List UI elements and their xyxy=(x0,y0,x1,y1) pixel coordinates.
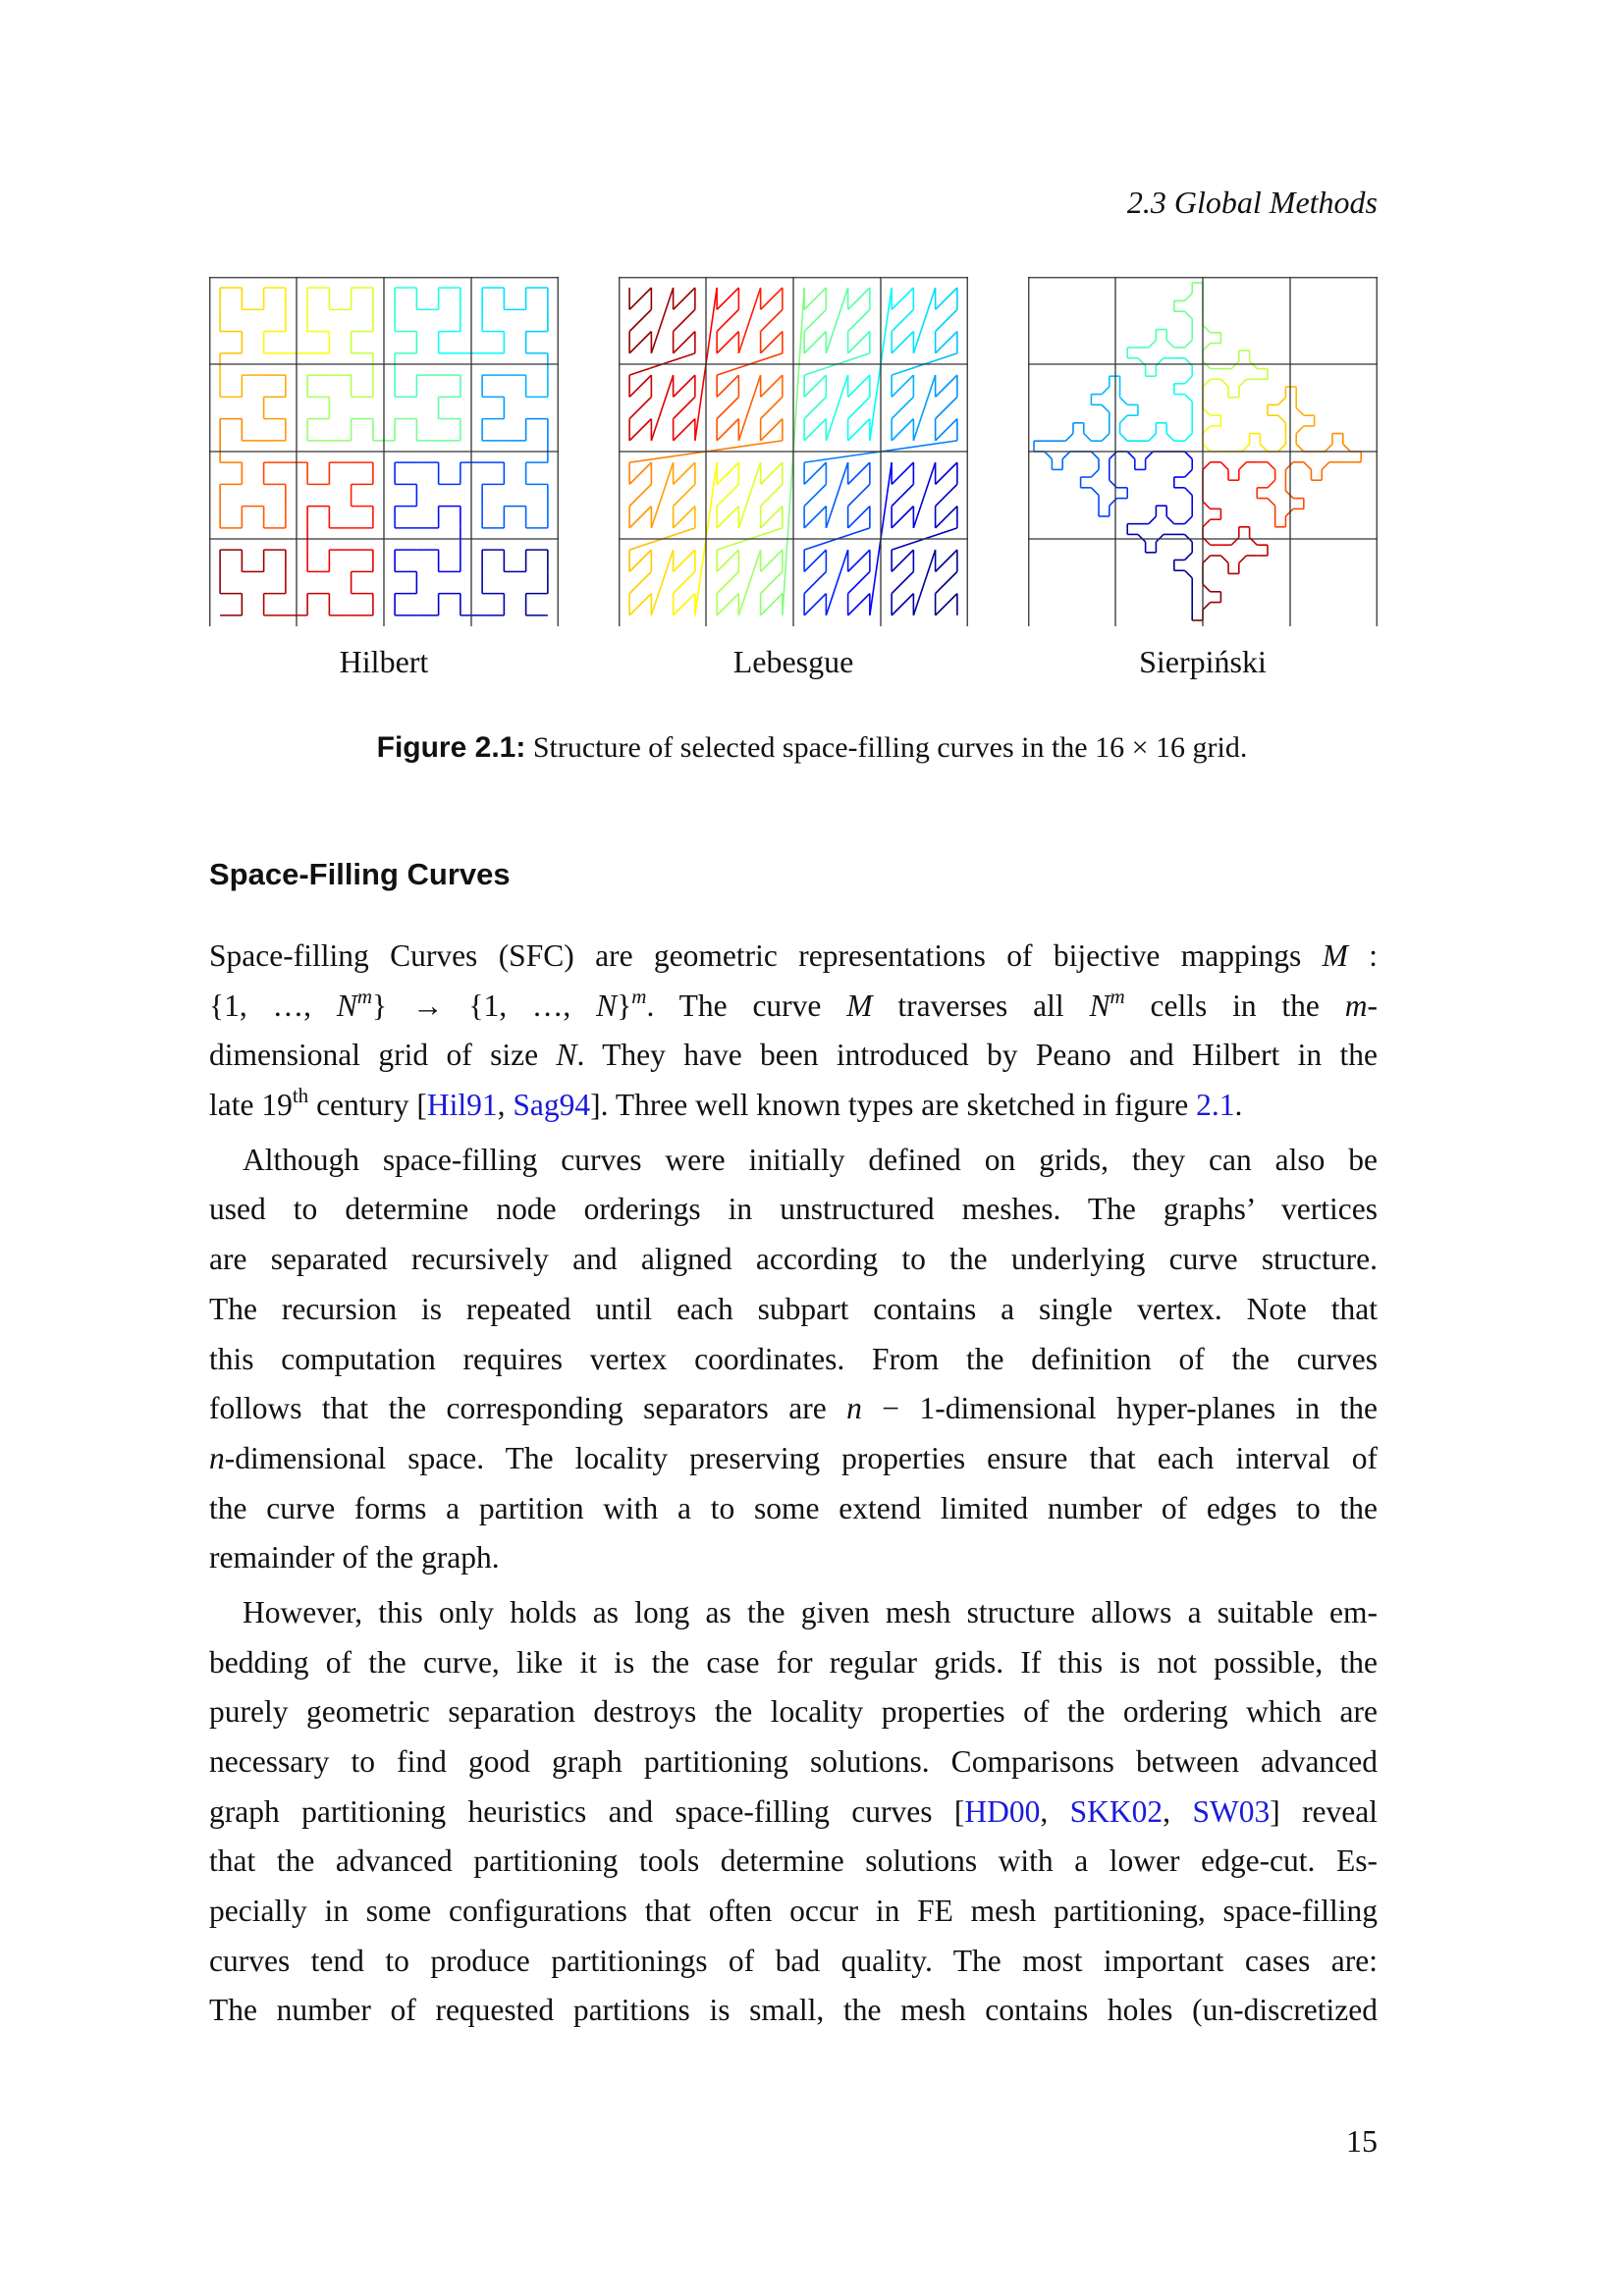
curve-segment xyxy=(848,419,870,441)
curve-segment xyxy=(761,484,783,506)
curve-segment xyxy=(629,375,651,397)
body-text xyxy=(209,932,1378,2041)
curve-segment xyxy=(1166,434,1174,442)
math-symbol: M xyxy=(846,988,873,1023)
curve-segment xyxy=(1127,452,1135,459)
curve-segment xyxy=(629,484,651,506)
curve-segment xyxy=(674,419,695,441)
running-header: 2.3 Global Methods xyxy=(1126,185,1378,220)
curve-segment xyxy=(629,550,651,571)
curve-segment xyxy=(1239,379,1247,387)
text-span: The number of requested partitions is small, the mesh contains holes (un-discretized xyxy=(209,1993,1378,2028)
text-span: purely geometric separation destroys the locality properties of the ordering which are xyxy=(209,1694,1378,1730)
curve-segment xyxy=(848,571,870,593)
curve-segment xyxy=(761,397,783,418)
text-span: pecially in some configurations that often occur in FE mesh partitioning, space-filling xyxy=(209,1894,1378,1929)
text-span: graph partitioning heuristics and space-filling curves [ xyxy=(209,1793,965,1829)
lebesgue-curve-figure xyxy=(619,277,968,626)
curve-segment xyxy=(1285,508,1293,516)
curve-segment xyxy=(629,571,651,593)
text-span: ]. Three well known types are sketched in figure xyxy=(590,1088,1197,1123)
curve-segment xyxy=(1250,361,1258,369)
curve-segment xyxy=(804,397,826,418)
curve-segment xyxy=(761,332,783,353)
text-span: The recursion is repeated until each subpart contains a single vertex. Note that xyxy=(209,1291,1378,1326)
curve-segment xyxy=(892,309,913,331)
text-span: are separated recursively and aligned according to the underlying curve structure. xyxy=(209,1242,1378,1277)
text-span: traverses all xyxy=(872,988,1090,1023)
curve-segment xyxy=(674,571,695,593)
curve-segment xyxy=(1231,361,1239,369)
curve-segment xyxy=(892,571,913,593)
text-span: cells in the xyxy=(1124,988,1345,1023)
curve-segment xyxy=(738,550,760,615)
curve-segment xyxy=(892,397,913,418)
curve-segment xyxy=(804,375,826,397)
curve-segment xyxy=(717,571,738,593)
curve-segment xyxy=(674,375,695,397)
curve-segment xyxy=(738,462,760,528)
curve-segment xyxy=(1185,340,1193,347)
text-line xyxy=(209,1737,1378,1788)
curve-segment xyxy=(717,397,738,418)
curve-segment xyxy=(738,375,760,441)
math-symbol: N xyxy=(596,988,618,1023)
text-span: However, this only holds as long as the given mesh structure allows a suitable em- xyxy=(243,1594,1378,1629)
curve-segment xyxy=(1268,480,1275,488)
curve-segment xyxy=(1166,516,1174,524)
curve-segment xyxy=(1239,462,1247,470)
text-span: : xyxy=(1347,938,1378,973)
curve-segment xyxy=(1296,426,1304,434)
text-span: remainder of the graph. xyxy=(209,1540,500,1575)
curve-segment xyxy=(651,462,673,528)
curve-segment xyxy=(1304,462,1312,470)
curve-segment xyxy=(804,462,826,484)
curve-segment xyxy=(1203,325,1211,333)
curve-segment xyxy=(892,507,913,528)
text-span: curves tend to produce partitionings of bad quality. The most important cases are: xyxy=(209,1943,1378,1978)
curve-segment xyxy=(651,375,673,441)
curve-segment xyxy=(761,594,783,615)
curve-segment xyxy=(1203,444,1211,452)
curve-segment xyxy=(848,550,870,571)
curve-segment xyxy=(1102,387,1110,395)
text-line xyxy=(209,1185,1378,1235)
text-line xyxy=(209,1384,1378,1434)
curve-segment xyxy=(848,594,870,615)
curve-segment xyxy=(717,462,738,484)
curve-segment xyxy=(1285,462,1293,470)
text-span: century [ xyxy=(308,1088,427,1123)
text-line xyxy=(209,1788,1378,1838)
curve-segment xyxy=(892,484,913,506)
text-span: , xyxy=(1163,1793,1193,1829)
curve-segment xyxy=(717,507,738,528)
curve-segment xyxy=(761,571,783,593)
curve-segment xyxy=(1102,434,1110,442)
curve-segment xyxy=(629,419,651,441)
text-line xyxy=(209,932,1378,982)
curve-segment xyxy=(761,507,783,528)
citation-link[interactable]: SKK02 xyxy=(1069,1793,1164,1829)
curve-segment xyxy=(674,462,695,484)
curve-segment xyxy=(1185,376,1193,384)
curve-segment xyxy=(1149,434,1157,442)
curve-segment xyxy=(629,309,651,331)
curve-segment xyxy=(1325,444,1332,452)
curve-segment xyxy=(1278,444,1286,452)
curve-segment xyxy=(674,332,695,353)
hilbert-label: Hilbert xyxy=(339,644,429,679)
curve-segment xyxy=(1185,452,1193,459)
curve-segment xyxy=(1203,408,1211,416)
text-line xyxy=(209,1335,1378,1385)
curve-segment xyxy=(717,332,738,353)
text-span: - xyxy=(1367,988,1379,1023)
curve-segment xyxy=(936,507,957,528)
curve-segment xyxy=(804,288,826,309)
math-symbol: N xyxy=(1089,988,1110,1023)
curve-segment xyxy=(804,419,826,441)
text-line xyxy=(209,1484,1378,1534)
text-line xyxy=(209,1533,1378,1583)
citation-link[interactable]: Hil91 xyxy=(426,1088,498,1123)
text-line xyxy=(209,1588,1378,1638)
text-span: } → {1, …, xyxy=(372,988,597,1023)
text-line xyxy=(209,1638,1378,1688)
curve-segment xyxy=(674,550,695,571)
curve-segment xyxy=(848,484,870,506)
text-line xyxy=(209,982,1378,1032)
citation-link[interactable]: Sag94 xyxy=(513,1088,591,1123)
curve-segment xyxy=(848,288,870,309)
curve-segment xyxy=(674,594,695,615)
text-span: , xyxy=(1040,1793,1070,1829)
curve-segment xyxy=(761,419,783,441)
curve-segment xyxy=(1322,462,1329,470)
citation-link[interactable]: HD00 xyxy=(964,1793,1041,1829)
curve-segment xyxy=(1220,379,1228,387)
curve-segment xyxy=(629,594,651,615)
curve-segment xyxy=(1239,556,1247,563)
curve-segment xyxy=(913,375,935,441)
curve-segment xyxy=(1185,294,1193,301)
curve-segment xyxy=(1146,452,1154,459)
curve-segment xyxy=(936,594,957,615)
hilbert-curve-figure xyxy=(209,277,559,626)
curve-segment xyxy=(826,462,847,528)
sierpinski-curve-plot xyxy=(1028,277,1378,626)
curve-segment xyxy=(717,594,738,615)
curve-segment xyxy=(1062,452,1070,459)
sierpinski-curve-figure xyxy=(1028,277,1378,626)
math-exponent: m xyxy=(631,984,647,1008)
curve-segment xyxy=(674,507,695,528)
curve-segment xyxy=(674,397,695,418)
curve-segment xyxy=(1156,534,1164,542)
curve-segment xyxy=(848,397,870,418)
text-span: Although space-filling curves were initially defined on grids, they can also be xyxy=(243,1142,1378,1177)
text-line xyxy=(209,1887,1378,1937)
text-span: − 1-dimensional hyper-planes in the xyxy=(861,1391,1378,1426)
curve-segment xyxy=(1185,516,1193,524)
math-symbol: N xyxy=(336,988,357,1023)
curve-segment xyxy=(804,507,826,528)
curve-segment xyxy=(1120,415,1128,423)
lebesgue-label: Lebesgue xyxy=(732,644,854,679)
curve-segment xyxy=(629,507,651,528)
lebesgue-curve-plot xyxy=(619,277,968,626)
curve-segment xyxy=(717,375,738,397)
page-number: 15 xyxy=(1346,2123,1378,2159)
curve-segment xyxy=(1185,434,1193,442)
curve-segment xyxy=(1185,553,1193,561)
curve-segment xyxy=(1091,469,1099,477)
math-symbol: M xyxy=(1322,938,1348,973)
curve-segment xyxy=(826,288,847,353)
citation-link[interactable]: SW03 xyxy=(1192,1793,1271,1829)
math-exponent: m xyxy=(1110,984,1125,1008)
citation-link[interactable]: 2.1 xyxy=(1196,1088,1235,1123)
text-span: {1, …, xyxy=(209,988,337,1023)
curve-segment xyxy=(1185,311,1193,319)
curve-segment xyxy=(1296,408,1304,416)
hilbert-curve-plot xyxy=(209,277,559,626)
section-heading: Space-Filling Curves xyxy=(209,857,511,891)
text-span: ] reveal xyxy=(1270,1793,1379,1829)
sierpinski-label: Sierpiński xyxy=(1139,644,1267,679)
curve-segment xyxy=(761,550,783,571)
curve-segment xyxy=(717,419,738,441)
curve-segment xyxy=(936,571,957,593)
paragraph xyxy=(209,1136,1378,1583)
text-span: that the advanced partitioning tools determine solutions with a lower edge-cut. Es- xyxy=(209,1843,1378,1879)
curve-segment xyxy=(674,484,695,506)
curve-segment xyxy=(1268,499,1275,507)
curve-segment xyxy=(1203,426,1211,434)
curve-segment xyxy=(1203,361,1211,369)
curve-segment xyxy=(804,550,826,571)
curve-segment xyxy=(1091,488,1099,496)
curve-segment xyxy=(1203,584,1211,592)
text-line xyxy=(209,1837,1378,1887)
curve-segment xyxy=(848,462,870,484)
text-line xyxy=(209,1081,1378,1131)
curve-segment xyxy=(1268,462,1275,470)
math-symbol: n xyxy=(846,1391,862,1426)
curve-segment xyxy=(936,462,957,484)
text-span: . xyxy=(1234,1088,1243,1123)
curve-segment xyxy=(913,550,935,615)
curve-segment xyxy=(1120,434,1128,442)
curve-segment xyxy=(804,571,826,593)
curve-segment xyxy=(913,288,935,353)
text-line xyxy=(209,1031,1378,1081)
curve-segment xyxy=(1260,444,1268,452)
text-line xyxy=(209,1235,1378,1285)
curve-segment xyxy=(936,397,957,418)
text-span: . The curve xyxy=(646,988,847,1023)
curve-segment xyxy=(1203,603,1211,611)
curve-segment xyxy=(1203,502,1211,509)
curve-segment xyxy=(1203,519,1211,527)
curve-segment xyxy=(936,309,957,331)
curve-segment xyxy=(1138,534,1146,542)
curve-segment xyxy=(804,594,826,615)
curve-segment xyxy=(848,309,870,331)
text-span: necessary to find good graph partitioning solutions. Comparisons between advanced xyxy=(209,1744,1378,1779)
curve-segment xyxy=(892,332,913,353)
curve-segment xyxy=(892,594,913,615)
curve-segment xyxy=(761,462,783,484)
caption-label: Figure 2.1: xyxy=(376,731,526,764)
curve-segment xyxy=(1045,452,1053,459)
curve-segment xyxy=(1242,444,1250,452)
curve-segment xyxy=(1220,462,1228,470)
curve-segment xyxy=(892,375,913,397)
caption-text: Structure of selected space-filling curves in the 16 × 16 grid. xyxy=(525,731,1248,764)
math-exponent: m xyxy=(356,984,373,1008)
curve-segment xyxy=(1203,379,1211,387)
paragraph xyxy=(209,1588,1378,2036)
text-span: bedding of the curve, like it is the case for regular grids. If this is not possible, the xyxy=(209,1644,1378,1680)
curve-segment xyxy=(936,484,957,506)
superscript: th xyxy=(292,1084,309,1108)
text-span: , xyxy=(497,1088,514,1123)
curve-segment xyxy=(629,462,651,484)
text-line xyxy=(209,1136,1378,1186)
curve-segment xyxy=(1185,469,1193,477)
text-line xyxy=(209,1434,1378,1484)
text-span: the curve forms a partition with a to some extend limited number of edges to the xyxy=(209,1490,1378,1525)
curve-segment xyxy=(651,550,673,615)
curve-segment xyxy=(1149,340,1157,347)
curve-segment xyxy=(1343,444,1351,452)
math-symbol: m xyxy=(1344,988,1368,1023)
curve-segment xyxy=(1185,395,1193,402)
curve-segment xyxy=(1149,516,1157,524)
curve-segment xyxy=(804,484,826,506)
curve-segment xyxy=(717,309,738,331)
curve-segment xyxy=(892,419,913,441)
curve-segment xyxy=(629,332,651,353)
curve-segment xyxy=(761,375,783,397)
curve-segment xyxy=(936,288,957,309)
text-span: Space-filling Curves (SFC) are geometric representations of bijective mappings xyxy=(209,938,1323,973)
text-line xyxy=(209,1285,1378,1335)
curve-segment xyxy=(629,288,651,309)
figure-caption xyxy=(0,731,1624,765)
curve-segment xyxy=(1278,415,1286,423)
curve-segment xyxy=(1285,491,1293,499)
curve-segment xyxy=(826,550,847,615)
curve-segment xyxy=(1065,434,1073,442)
curve-segment xyxy=(1203,556,1211,563)
math-symbol: N xyxy=(556,1038,577,1073)
curve-segment xyxy=(1203,344,1211,351)
curve-segment xyxy=(892,462,913,484)
text-line xyxy=(209,1687,1378,1737)
curve-segment xyxy=(1091,452,1099,459)
curve-segment xyxy=(717,484,738,506)
curve-segment xyxy=(936,550,957,571)
curve-segment xyxy=(1185,570,1193,578)
text-span: late 19 xyxy=(209,1088,293,1123)
text-span: } xyxy=(617,988,632,1023)
curve-segment xyxy=(1220,556,1228,563)
curve-segment xyxy=(1120,398,1128,405)
curve-segment xyxy=(848,332,870,353)
curve-segment xyxy=(674,309,695,331)
curve-segment xyxy=(804,309,826,331)
text-span: used to determine node orderings in unstructured meshes. The graphs’ vertices xyxy=(209,1192,1378,1227)
curve-segment xyxy=(1084,434,1092,442)
curve-segment xyxy=(826,375,847,441)
curve-segment xyxy=(674,288,695,309)
curve-segment xyxy=(629,397,651,418)
curve-segment xyxy=(717,550,738,571)
curve-segment xyxy=(1278,398,1286,405)
curve-segment xyxy=(1203,462,1211,470)
curve-segment xyxy=(892,288,913,309)
curve-segment xyxy=(848,507,870,528)
text-line xyxy=(209,1937,1378,1987)
curve-segment xyxy=(1296,444,1304,452)
curve-segment xyxy=(936,419,957,441)
curve-segment xyxy=(717,288,738,309)
text-line xyxy=(209,1986,1378,2036)
curve-segment xyxy=(913,462,935,528)
curve-segment xyxy=(1185,488,1193,496)
curve-segment xyxy=(1185,534,1193,542)
paragraph xyxy=(209,932,1378,1131)
curve-segment xyxy=(892,550,913,571)
curve-segment xyxy=(804,332,826,353)
curve-segment xyxy=(761,309,783,331)
math-symbol: n xyxy=(209,1440,225,1475)
text-span: dimensional grid of size xyxy=(209,1038,557,1073)
curve-segment xyxy=(936,332,957,353)
text-span: . They have been introduced by Peano and Hilbert in the xyxy=(576,1038,1378,1073)
curve-segment xyxy=(848,375,870,397)
curve-segment xyxy=(651,288,673,353)
text-span: this computation requires vertex coordinates. From the definition of the curves xyxy=(209,1341,1378,1376)
curve-segment xyxy=(761,288,783,309)
text-span: -dimensional space. The locality preserving properties ensure that each interval of xyxy=(224,1440,1378,1475)
curve-segment xyxy=(738,288,760,353)
curve-segment xyxy=(1102,404,1110,412)
text-span: follows that the corresponding separators are xyxy=(209,1391,847,1426)
curve-segment xyxy=(936,375,957,397)
curve-segment xyxy=(1166,340,1174,347)
